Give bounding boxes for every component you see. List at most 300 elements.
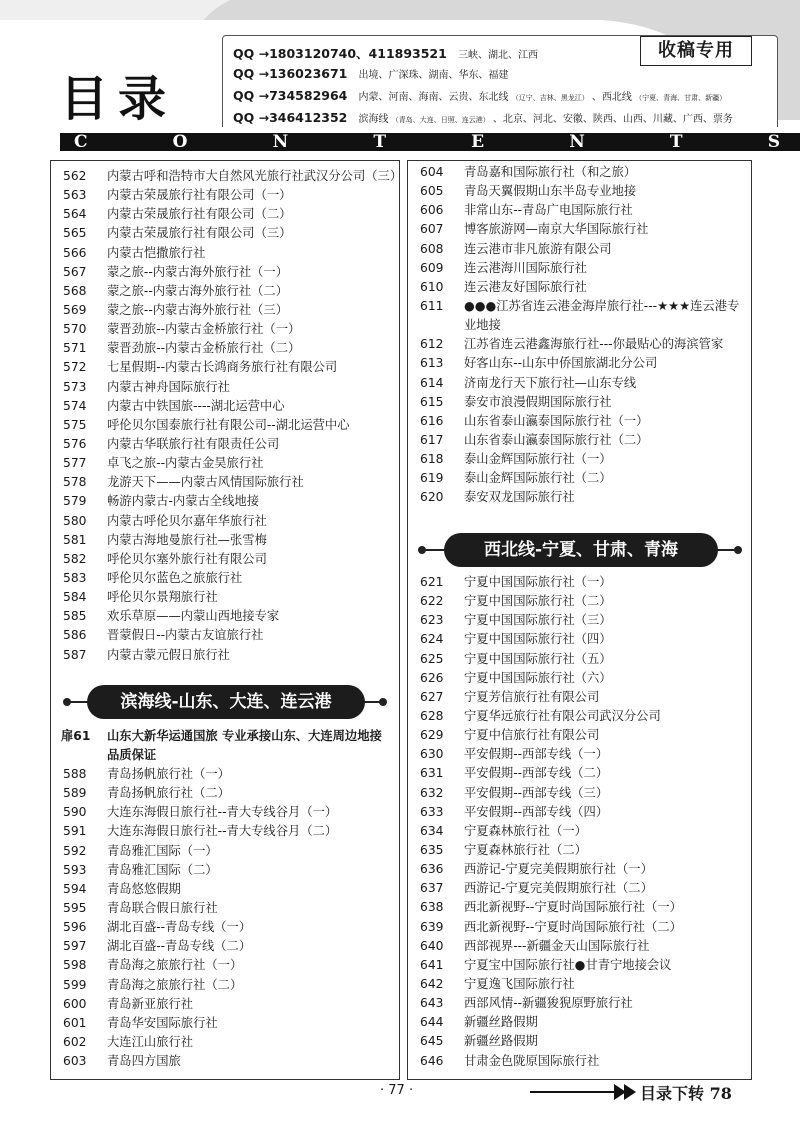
qq-regions: 、北京、河北、安徽、陕西、山西、川藏、广西、票务: [492, 114, 733, 125]
entry-title: 山东省泰山瀛泰国际旅行社（一）: [464, 413, 649, 428]
entry-title: 连云港友好国际旅行社: [464, 279, 587, 294]
entry-number: 619: [420, 471, 444, 486]
entry-title: 内蒙古荣晟旅行社有限公司（一）: [107, 188, 292, 203]
contents-banner: [60, 127, 800, 155]
entry-title: 内蒙古荣晟旅行社有限公司（三）: [107, 226, 292, 241]
entry-number: 630: [420, 747, 444, 762]
entry-title: 青岛嘉和国际旅行社（和之旅）: [464, 165, 637, 179]
entry-title: 青岛扬帆旅行社（二）: [107, 786, 230, 801]
contents-letter: C: [74, 132, 88, 152]
entry-number: 602: [63, 1034, 87, 1049]
toc-entry[interactable]: [408, 707, 751, 726]
toc-entry[interactable]: [408, 412, 751, 431]
toc-entry[interactable]: [408, 688, 751, 707]
entry-number: 592: [63, 843, 87, 858]
page-title: 目录: [60, 71, 177, 127]
toc-entry[interactable]: [51, 358, 399, 377]
entry-title: 宁夏逸飞国际旅行社: [464, 976, 575, 991]
toc-entry[interactable]: [408, 937, 751, 956]
toc-entry[interactable]: [408, 1013, 751, 1032]
entry-title: 宁夏森林旅行社（二）: [464, 842, 587, 857]
toc-entry[interactable]: [408, 803, 751, 822]
toc-entry[interactable]: [408, 879, 751, 898]
entry-title: 宁夏中国国际旅行社（六）: [464, 670, 612, 685]
entry-title: 宁夏中国国际旅行社（五）: [464, 651, 612, 666]
entry-number: 638: [420, 900, 444, 915]
entry-title: 西北新视野--宁夏时尚国际旅行社（二）: [464, 919, 682, 934]
entry-title: 泰安双龙国际旅行社: [464, 490, 575, 505]
entry-number: 578: [63, 475, 87, 490]
section-header-northwest: [408, 533, 751, 567]
qq-regions: 出境、广深珠、湖南、华东、福建: [358, 70, 509, 81]
entry-number: 611: [420, 298, 444, 313]
entry-number: 565: [63, 226, 87, 241]
entry-number: 605: [420, 184, 444, 199]
entry-number: 596: [63, 920, 87, 935]
entry-title: 宁夏中信旅行社有限公司: [464, 728, 600, 743]
toc-entry[interactable]: [408, 726, 751, 745]
toc-entry[interactable]: [408, 918, 751, 937]
toc-entry[interactable]: [408, 822, 751, 841]
entry-number: 627: [420, 689, 444, 704]
entry-title: 连云港海川国际旅行社: [464, 260, 587, 275]
toc-entry[interactable]: [408, 745, 751, 764]
entry-title: 好客山东--山东中侨国旅湖北分公司: [464, 356, 658, 371]
entry-title: 泰山金辉国际旅行社（二）: [464, 471, 612, 486]
toc-entry[interactable]: [408, 201, 751, 220]
entry-number: 633: [420, 804, 444, 819]
toc-entry[interactable]: [51, 531, 399, 550]
entry-number: 632: [420, 785, 444, 800]
entry-title: 蒙之旅--内蒙古海外旅行社（二）: [107, 283, 289, 298]
entry-title: 青岛海之旅旅行社（二）: [107, 977, 243, 992]
entry-title: 非常山东--青岛广电国际旅行社: [464, 203, 633, 218]
entry-number: 591: [63, 824, 87, 839]
qq-regions: 三峡、湖北、江西: [458, 50, 539, 61]
entry-number: 599: [63, 977, 87, 992]
entry-title: 内蒙古海地曼旅行社—张雪梅: [107, 532, 267, 547]
toc-entry[interactable]: [408, 469, 751, 488]
entry-number: 600: [63, 996, 87, 1011]
toc-entry[interactable]: [51, 550, 399, 569]
toc-entry[interactable]: [51, 1033, 399, 1052]
section-title: 滨海线-山东、大连、连云港: [87, 685, 365, 719]
toc-entry[interactable]: [408, 630, 751, 649]
entry-number: 595: [63, 900, 87, 915]
toc-entry[interactable]: [51, 1014, 399, 1033]
entry-number: 623: [420, 613, 444, 628]
entry-number: 646: [420, 1053, 444, 1068]
toc-entry[interactable]: [51, 512, 399, 531]
entry-number: 570: [63, 322, 87, 337]
entry-number: 625: [420, 651, 444, 666]
toc-entry[interactable]: [51, 569, 399, 588]
entry-title: 青岛华安国际旅行社: [107, 1015, 218, 1030]
toc-entry[interactable]: [408, 374, 751, 393]
toc-entry[interactable]: [51, 918, 399, 937]
toc-entry[interactable]: [51, 378, 399, 397]
entry-number: 626: [420, 670, 444, 685]
toc-entry[interactable]: [51, 473, 399, 492]
page-number: · 77 ·: [380, 1083, 414, 1098]
entry-title: 欢乐草原——内蒙山西地接专家: [107, 609, 280, 624]
entry-title: 连云港市非凡旅游有限公司: [464, 241, 612, 256]
toc-entry[interactable]: [51, 784, 399, 803]
contents-letter: E: [471, 132, 485, 152]
entry-number: 617: [420, 432, 444, 447]
entry-number: 608: [420, 241, 444, 256]
entry-title: 呼伦贝尔景翔旅行社: [107, 590, 218, 605]
feature-title: 山东大新华运通国旅 专业承接山东、大连周边地接 品质保证: [107, 729, 382, 763]
entry-title: 宁夏森林旅行社（一）: [464, 823, 587, 838]
toc-entry[interactable]: [51, 454, 399, 473]
entry-number: 621: [420, 575, 444, 589]
entry-number: 613: [420, 356, 444, 371]
toc-entry[interactable]: [51, 765, 399, 784]
entry-number: 564: [63, 207, 87, 222]
qq-number: QQ →136023671: [233, 66, 348, 81]
toc-entry[interactable]: [408, 163, 751, 182]
entry-number: 583: [63, 570, 87, 585]
page-header: [0, 0, 800, 152]
toc-entry[interactable]: [408, 669, 751, 688]
entry-title: 大连东海假日旅行社--青大专线谷月（二）: [107, 824, 338, 839]
contents-letter: T: [669, 132, 683, 152]
qq-number: QQ →734582964: [233, 88, 348, 103]
toc-entry[interactable]: [408, 994, 751, 1013]
entry-number: 569: [63, 302, 87, 317]
toc-entry[interactable]: [51, 842, 399, 861]
entry-number: 584: [63, 590, 87, 605]
entry-number: 610: [420, 279, 444, 294]
entry-title: 宁夏芳信旅行社有限公司: [464, 689, 600, 704]
entry-title: 呼伦贝尔国泰旅行社有限公司--湖北运营中心: [107, 417, 350, 432]
section-title: 西北线-宁夏、甘肃、青海: [444, 533, 718, 567]
entry-number: 577: [63, 456, 87, 471]
toc-entry[interactable]: [408, 1032, 751, 1051]
left-column: [50, 160, 403, 1080]
entry-title: 内蒙古中铁国旅----湖北运营中心: [107, 398, 285, 413]
entry-title: 青岛天翼假期山东半岛专业地接: [464, 184, 637, 199]
toc-entry[interactable]: [51, 492, 399, 511]
entry-number: 575: [63, 417, 87, 432]
entry-title: 平安假期--西部专线（三）: [464, 785, 609, 800]
qq-line: [233, 88, 726, 103]
toc-entry[interactable]: [408, 956, 751, 975]
entry-title: 甘肃金色陇原国际旅行社: [464, 1053, 600, 1068]
contents-letter: T: [373, 132, 386, 152]
entry-number: 636: [420, 862, 444, 877]
entry-number: 637: [420, 881, 444, 896]
entry-title: 晋蒙假日--内蒙古友谊旅行社: [107, 628, 264, 643]
entry-title: 济南龙行天下旅行社—山东专线: [464, 375, 637, 390]
entry-title: 青岛新亚旅行社: [107, 996, 194, 1011]
entry-title: 卓飞之旅--内蒙古金昊旅行社: [107, 456, 264, 471]
entry-number: 571: [63, 341, 87, 356]
entry-number: 581: [63, 532, 87, 547]
entry-title: 蒙晋劲旅--内蒙古金桥旅行社（一）: [107, 322, 301, 337]
toc-entry[interactable]: [51, 205, 399, 224]
entry-number: 612: [420, 337, 444, 352]
entry-title: 青岛雅汇国际（二）: [107, 862, 218, 877]
arrow-line: [530, 1091, 614, 1093]
left-feature: [51, 727, 399, 765]
toc-entry[interactable]: [51, 861, 399, 880]
entry-title: 呼伦贝尔蓝色之旅旅行社: [107, 570, 243, 585]
entry-title: 新疆丝路假期: [464, 1034, 538, 1049]
toc-entry[interactable]: [51, 626, 399, 645]
entry-title: 平安假期--西部专线（四）: [464, 804, 609, 819]
contents-letter: N: [272, 132, 289, 152]
toc-entry[interactable]: [408, 220, 751, 239]
toc-entry[interactable]: [408, 278, 751, 297]
entry-title: 青岛雅汇国际（一）: [107, 843, 218, 858]
entry-title: 宁夏宝中国际旅行社●甘青宁地接会议: [464, 957, 672, 972]
toc-entry[interactable]: [51, 646, 399, 665]
toc-entry[interactable]: [408, 297, 751, 335]
entry-title: 青岛海之旅旅行社（一）: [107, 958, 243, 973]
entry-number: 607: [420, 222, 444, 237]
entry-title: 宁夏中国国际旅行社（一）: [464, 575, 612, 589]
entry-title: 蒙之旅--内蒙古海外旅行社（三）: [107, 302, 289, 317]
toc-entry[interactable]: [408, 354, 751, 373]
toc-entry[interactable]: [51, 167, 403, 186]
entry-number: 567: [63, 264, 87, 279]
toc-entry[interactable]: [408, 335, 751, 354]
left-list-1: [51, 167, 403, 665]
toc-entry[interactable]: [408, 611, 751, 630]
entry-number: 631: [420, 766, 444, 781]
entry-number: 576: [63, 436, 87, 451]
toc-entry[interactable]: [51, 186, 399, 205]
entry-number: 645: [420, 1034, 444, 1049]
toc-entry[interactable]: [408, 650, 751, 669]
entry-number: 640: [420, 938, 444, 953]
entry-title: 西部风情--新疆狻猊原野旅行社: [464, 996, 633, 1011]
entry-title: 畅游内蒙古-内蒙古全线地接: [107, 494, 260, 509]
section-dot: [379, 698, 387, 706]
toc-entry[interactable]: [408, 240, 751, 259]
entry-title: 内蒙古神舟国际旅行社: [107, 379, 230, 394]
arrow-head-icon: [624, 1084, 636, 1100]
entry-number: 586: [63, 628, 87, 643]
toc-entry[interactable]: [51, 588, 399, 607]
right-list-1: [408, 163, 751, 508]
entry-title: 江苏省连云港鑫海旅行社---你最贴心的海滨管家: [464, 337, 724, 352]
entry-number: 593: [63, 862, 87, 877]
entry-title: 泰安市浪漫假期国际旅行社: [464, 394, 612, 409]
entry-title: 湖北百盛--青岛专线（一）: [107, 920, 252, 935]
qq-number: QQ →1803120740、411893521: [233, 46, 447, 61]
toc-entry[interactable]: [408, 592, 751, 611]
toc-entry[interactable]: [51, 1052, 399, 1071]
entry-number: 562: [63, 169, 87, 183]
toc-entry[interactable]: [51, 416, 399, 435]
qq-regions: 滨海线: [358, 114, 389, 125]
entry-number: 624: [420, 632, 444, 647]
toc-entry[interactable]: [408, 259, 751, 278]
toc-entry[interactable]: [51, 397, 399, 416]
entry-number: 629: [420, 728, 444, 743]
entry-number: 563: [63, 188, 87, 203]
entry-number: 643: [420, 996, 444, 1011]
toc-entry[interactable]: [51, 282, 399, 301]
entry-number: 589: [63, 786, 87, 801]
toc-entry[interactable]: [51, 263, 399, 282]
entry-number: 588: [63, 767, 87, 781]
entry-number: 604: [420, 165, 444, 179]
entry-title: 平安假期--西部专线（一）: [464, 747, 609, 762]
entry-title: ●●●江苏省连云港金海岸旅行社---★★★连云港专业地接: [464, 298, 740, 333]
entry-number: 568: [63, 283, 87, 298]
continue-text: 目录下转 78: [640, 1084, 732, 1103]
toc-entry[interactable]: [51, 899, 399, 918]
toc-entry[interactable]: [51, 607, 399, 626]
entry-number: 622: [420, 594, 444, 609]
entry-title: 龙游天下——内蒙古风情国际旅行社: [107, 475, 304, 490]
entry-title: 新疆丝路假期: [464, 1015, 538, 1030]
entry-number: 641: [420, 957, 444, 972]
entry-title: 西游记-宁夏完美假期旅行社（一）: [464, 862, 653, 877]
entry-title: 湖北百盛--青岛专线（二）: [107, 939, 252, 954]
entry-title: 呼伦贝尔塞外旅行社有限公司: [107, 551, 267, 566]
entry-number: 572: [63, 360, 87, 375]
entry-number: 594: [63, 881, 87, 896]
qq-line: [233, 110, 733, 125]
entry-title: 宁夏中国国际旅行社（三）: [464, 613, 612, 628]
feature-number: 扉61: [61, 729, 91, 743]
toc-entry[interactable]: [408, 182, 751, 201]
entry-number: 615: [420, 394, 444, 409]
entry-title: 泰山金辉国际旅行社（一）: [464, 452, 612, 467]
toc-entry[interactable]: [408, 1052, 751, 1071]
entry-title: 大连江山旅行社: [107, 1034, 194, 1049]
entry-title: 山东省泰山瀛泰国际旅行社（二）: [464, 432, 649, 447]
left-list-2: [51, 765, 399, 1071]
toc-entry[interactable]: [408, 573, 751, 592]
entry-number: 644: [420, 1015, 444, 1030]
entry-number: 620: [420, 490, 444, 505]
toc-entry[interactable]: [408, 450, 751, 469]
toc-entry[interactable]: [51, 339, 399, 358]
entry-title: 宁夏华远旅行社有限公司武汉分公司: [464, 708, 661, 723]
entry-title: 宁夏中国国际旅行社（四）: [464, 632, 612, 647]
entry-title: 内蒙古恺撒旅行社: [107, 245, 206, 260]
entry-number: 582: [63, 551, 87, 566]
entry-title: 博客旅游网—南京大华国际旅行社: [464, 222, 649, 237]
toc-entry[interactable]: [51, 956, 399, 975]
entry-title: 青岛悠悠假期: [107, 881, 181, 896]
entry-title: 七星假期--内蒙古长鸿商务旅行社有限公司: [107, 360, 338, 375]
toc-entry[interactable]: [51, 976, 399, 995]
entry-number: 609: [420, 260, 444, 275]
entry-title: 青岛四方国旅: [107, 1054, 181, 1069]
entry-title: 青岛联合假日旅行社: [107, 900, 218, 915]
entry-title: 平安假期--西部专线（二）: [464, 766, 609, 781]
toc-entry[interactable]: [51, 224, 399, 243]
contents-letter: S: [767, 132, 780, 152]
entry-title: 西部视界---新疆金天山国际旅行社: [464, 938, 650, 953]
qq-regions-note: （宁夏、青海、甘肃、新疆）: [635, 94, 727, 102]
toc-entry[interactable]: [408, 975, 751, 994]
toc-entry[interactable]: [51, 995, 399, 1014]
toc-entry[interactable]: [51, 937, 399, 956]
entry-number: 573: [63, 379, 87, 394]
entry-number: 574: [63, 398, 87, 413]
section-dot: [734, 546, 742, 554]
entry-number: 639: [420, 919, 444, 934]
toc-entry[interactable]: [51, 880, 399, 899]
entry-title: 蒙晋劲旅--内蒙古金桥旅行社（二）: [107, 341, 301, 356]
entry-number: 634: [420, 823, 444, 838]
toc-entry[interactable]: [408, 898, 751, 917]
right-list-2: [408, 573, 751, 1071]
entry-title: 蒙之旅--内蒙古海外旅行社（一）: [107, 264, 289, 279]
entry-title: 内蒙古蒙元假日旅行社: [107, 647, 230, 662]
entry-number: 598: [63, 958, 87, 973]
entry-number: 642: [420, 976, 444, 991]
entry-number: 597: [63, 939, 87, 954]
toc-entry[interactable]: [408, 860, 751, 879]
entry-number: 580: [63, 513, 87, 528]
entry-title: 内蒙古呼伦贝尔嘉年华旅行社: [107, 513, 267, 528]
toc-entry[interactable]: [408, 431, 751, 450]
entry-number: 618: [420, 452, 444, 467]
toc-entry[interactable]: [408, 488, 751, 507]
entry-number: 628: [420, 708, 444, 723]
right-column: [407, 160, 752, 1080]
entry-number: 614: [420, 375, 444, 390]
entry-title: 宁夏中国国际旅行社（二）: [464, 594, 612, 609]
continue-link[interactable]: [530, 1078, 760, 1106]
toc-entry[interactable]: [408, 784, 751, 803]
entry-number: 616: [420, 413, 444, 428]
qq-regions-note: （辽宁、吉林、黑龙江）: [511, 94, 589, 102]
contents-letter: N: [569, 132, 585, 152]
toc-entry[interactable]: [51, 244, 399, 263]
entry-number: 606: [420, 203, 444, 218]
entry-number: 579: [63, 494, 87, 509]
entry-title: 内蒙古华联旅行社有限责任公司: [107, 436, 280, 451]
entry-number: 601: [63, 1015, 87, 1030]
toc-entry[interactable]: [51, 320, 399, 339]
entry-title: 西北新视野--宁夏时尚国际旅行社（一）: [464, 900, 682, 915]
feature-entry[interactable]: [51, 727, 399, 765]
qq-line: [233, 66, 509, 81]
section-header-coastal: [51, 685, 399, 719]
entry-title: 内蒙古荣晟旅行社有限公司（二）: [107, 207, 292, 222]
toc-entry[interactable]: [51, 803, 399, 822]
entry-number: 590: [63, 805, 87, 820]
qq-regions: 内蒙、河南、海南、云贵、东北线: [358, 92, 509, 103]
toc-entry[interactable]: [51, 435, 399, 454]
qq-line: [233, 44, 538, 62]
toc-entry[interactable]: [408, 841, 751, 860]
toc-entry[interactable]: [408, 393, 751, 412]
qq-number: QQ →346412352: [233, 110, 348, 125]
entry-number: 566: [63, 245, 87, 260]
qq-regions-note: （青岛、大连、日照、连云港）: [391, 116, 490, 124]
contents-letters: [60, 127, 790, 155]
toc-entry[interactable]: [51, 301, 399, 320]
toc-entry[interactable]: [51, 822, 399, 841]
toc-entry[interactable]: [408, 764, 751, 783]
entry-number: 635: [420, 842, 444, 857]
submission-stamp: 收稿专用: [640, 36, 752, 66]
entry-title: 内蒙古呼和浩特市大自然风光旅行社武汉分公司（三）: [107, 169, 403, 183]
entry-number: 587: [63, 647, 87, 662]
contents-letter: O: [172, 132, 188, 152]
